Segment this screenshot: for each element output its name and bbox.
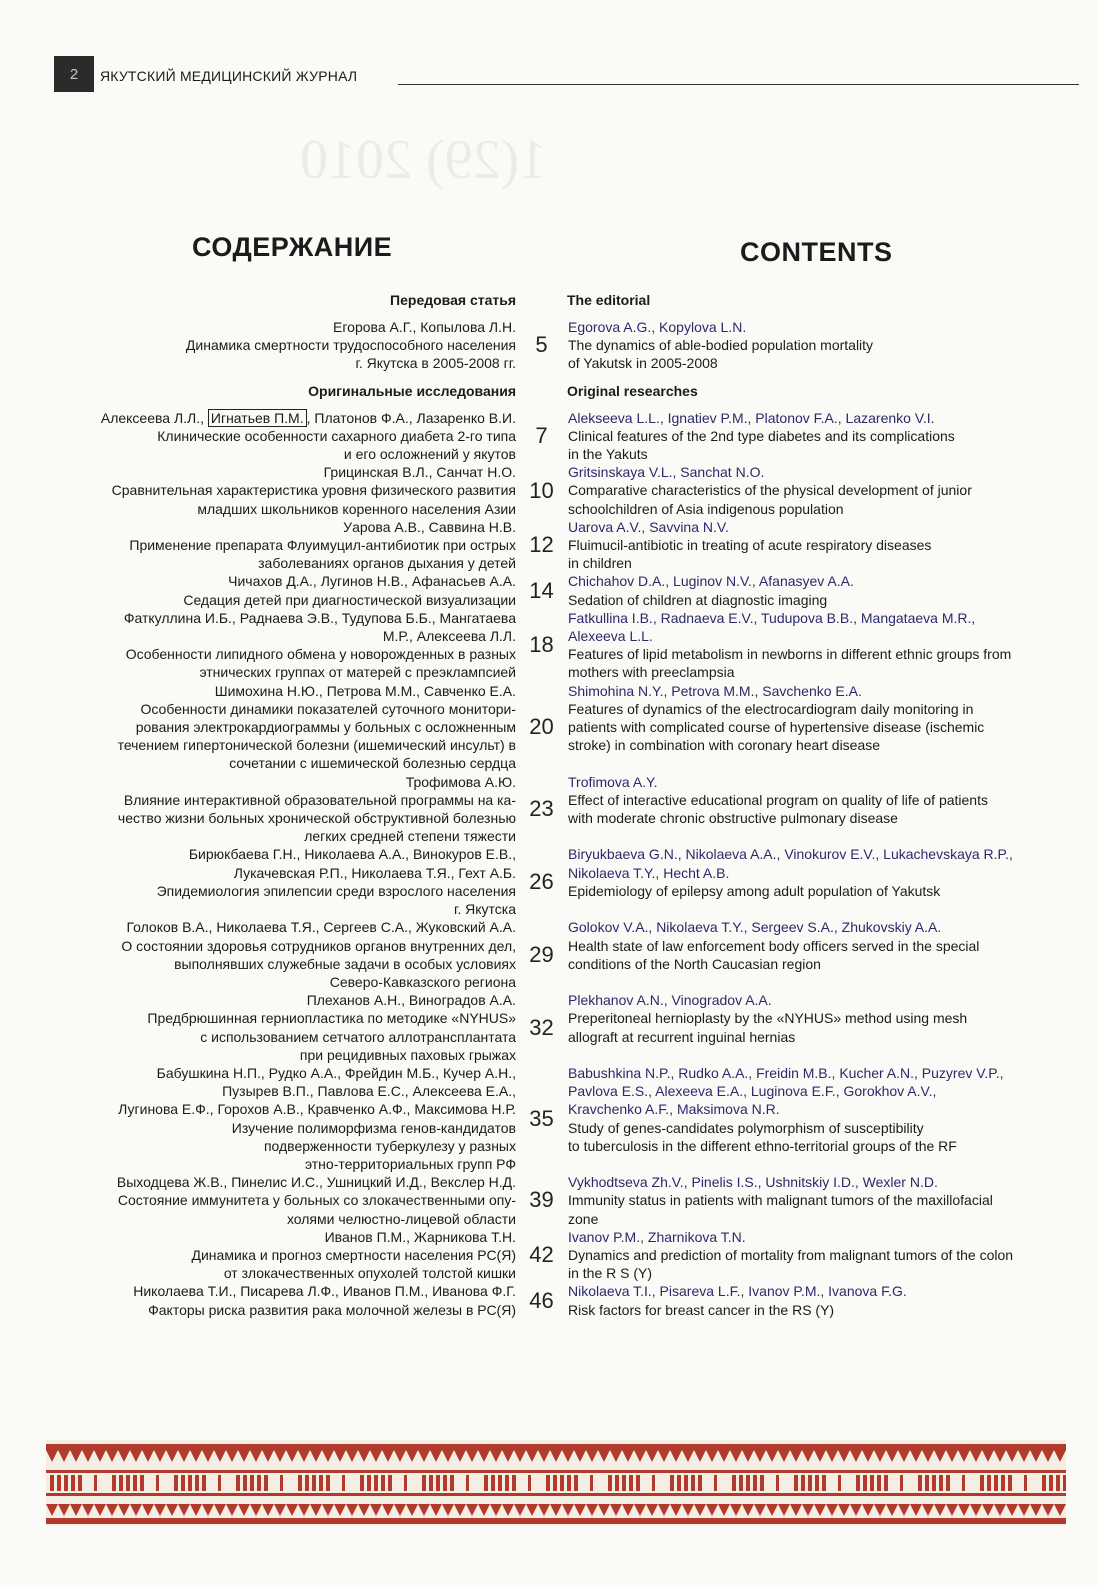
entry-title-ru-line: легких средней степени тяжести <box>304 828 516 845</box>
entry-ru <box>50 572 516 608</box>
entry-title-ru-line: от злокачественных опухолей толстой кишки <box>223 1265 516 1282</box>
entry-page-number: 5 <box>535 332 548 358</box>
entry-ru <box>50 991 516 1064</box>
entry-title-ru-line: Факторы риска развития рака молочной железы в РС(Я) <box>148 1301 516 1318</box>
entry-title-en-line: Features of lipid metabolism in newborns in different ethnic groups from <box>568 646 1012 663</box>
entry-page-number: 23 <box>529 796 554 822</box>
entry-authors-ru: Голоков В.А., Николаева Т.Я., Сергеев С.А., Жуковский А.А. <box>126 919 516 936</box>
toc-entry[interactable] <box>50 918 1080 991</box>
entry-title-ru-line: с использованием сетчатого аллотрансплантата <box>200 1028 516 1045</box>
entry-title-en-line <box>568 1046 1080 1064</box>
entry-authors-ru: Шимохина Н.Ю., Петрова М.М., Савченко Е.А. <box>214 682 516 699</box>
entry-page-number: 26 <box>529 868 554 894</box>
entry-en <box>567 918 1080 991</box>
entry-title-en-line: Risk factors for breast cancer in the RS (Y) <box>568 1301 835 1318</box>
entry-ru <box>50 773 516 846</box>
entry-authors-ru: Уарова А.В., Саввина Н.В. <box>343 518 516 535</box>
entry-en <box>567 991 1080 1064</box>
page-number: 2 <box>54 56 94 92</box>
entry-title-en-line <box>568 973 1080 991</box>
entry-page-number: 46 <box>529 1287 554 1313</box>
section-heading <box>50 373 1080 409</box>
entry-title-en-line: Effect of interactive educational program on quality of life of patients <box>568 791 988 808</box>
entry-title-en-line: with moderate chronic obstructive pulmonary disease <box>568 810 898 827</box>
entry-title-ru-line: Особенности динамики показателей суточного монитори- <box>140 700 516 717</box>
entry-page-number: 35 <box>529 1105 554 1131</box>
entry-title-ru-line: рования электрокардиограммы у больных с осложненным <box>135 719 516 736</box>
entry-authors-en: Nikolaeva T.I., Pisareva L.F., Ivanov P.M., Ivanova F.G. <box>568 1283 907 1300</box>
toc-entry[interactable] <box>50 845 1080 918</box>
entry-en <box>567 1228 1080 1283</box>
entry-authors-en: Chichahov D.A., Luginov N.V., Afanasyev A.A. <box>568 573 854 590</box>
entry-authors-en: Vykhodtseva Zh.V., Pinelis I.S., Ushnitskiy I.D., Wexler N.D. <box>568 1174 938 1191</box>
header-rule <box>398 84 1079 85</box>
entry-title-en-line: conditions of the North Caucasian region <box>568 955 821 972</box>
decorative-ornament-border <box>46 1440 1066 1526</box>
entry-en <box>567 773 1080 846</box>
entry-title-ru-line: Пузырев В.П., Павлова Е.С., Алексеева Е.А., <box>222 1083 516 1100</box>
toc-entry[interactable] <box>50 991 1080 1064</box>
table-of-contents <box>50 282 1080 1319</box>
entry-authors-ru: Грицинская В.Л., Санчат Н.О. <box>323 464 516 481</box>
section-heading <box>50 282 1080 318</box>
entry-ru <box>50 463 516 518</box>
toc-entry[interactable] <box>50 1282 1080 1318</box>
entry-authors-ru: Чичахов Д.А., Лугинов Н.В., Афанасьев А.А. <box>228 573 516 590</box>
entry-title-en-line: allograft at recurrent inguinal hernias <box>568 1028 796 1045</box>
entry-title-ru-line: холями челюстно-лицевой области <box>286 1210 516 1227</box>
entry-en <box>567 682 1080 773</box>
toc-entry[interactable] <box>50 518 1080 573</box>
entry-title-en-line: Immunity status in patients with malignant tumors of the maxillofacial <box>568 1192 993 1209</box>
entry-title-en-line: schoolchildren of Asia indigenous population <box>568 500 844 517</box>
entry-title-ru-line: этнических группах от матерей с преэклампсией <box>199 664 516 681</box>
entry-ru <box>50 1173 516 1228</box>
entry-title-en-line <box>568 1155 1080 1173</box>
entry-authors-en: Golokov V.A., Nikolaeva T.Y., Sergeev S.A., Zhukovskiy A.A. <box>568 919 942 936</box>
page-header <box>54 46 1079 92</box>
entry-authors-ru: Фаткуллина И.Б., Раднаева Э.В., Тудупова Б.Б., Мангатаева <box>123 609 516 626</box>
entry-page-number: 20 <box>529 714 554 740</box>
entry-authors-ru: Иванов П.М., Жарникова Т.Н. <box>324 1228 516 1245</box>
entry-ru <box>50 1064 516 1173</box>
entry-title-ru-line: Лукачевская Р.П., Николаева Т.Я., Гехт А.Б. <box>233 864 516 881</box>
entry-en <box>567 845 1080 918</box>
entry-title-en-line: Dynamics and prediction of mortality from malignant tumors of the colon <box>568 1246 1014 1263</box>
entry-en <box>567 1173 1080 1228</box>
toc-entry[interactable] <box>50 609 1080 682</box>
entry-en <box>567 1282 1080 1318</box>
entry-title-ru-line: этно-территориальных групп РФ <box>304 1155 516 1172</box>
entry-ru <box>50 609 516 682</box>
entry-title-ru-line: Применение препарата Флуимуцил-антибиотик при острых <box>129 537 516 554</box>
section-heading-ru: Передовая статья <box>390 292 516 308</box>
contents-title-ru: СОДЕРЖАНИЕ <box>192 232 393 262</box>
entry-ru <box>50 1228 516 1283</box>
entry-title-en-line <box>568 754 1080 772</box>
toc-entry[interactable] <box>50 463 1080 518</box>
entry-authors-en: Biryukbaeva G.N., Nikolaeva A.A., Vinokurov E.V., Lukachevskaya R.P., <box>568 846 1013 863</box>
entry-ru <box>50 409 516 464</box>
entry-authors-ru: Алексеева Л.Л., Игнатьев П.М. , Платонов Ф.А., Лазаренко В.И. <box>100 409 516 426</box>
entry-en <box>567 609 1080 682</box>
entry-title-ru-line: Динамика смертности трудоспособного населения <box>185 337 516 354</box>
entry-authors-en: Trofimova A.Y. <box>568 773 658 790</box>
entry-authors-en: Alekseeva L.L., Ignatiev P.M., Platonov F.A., Lazarenko V.I. <box>568 409 935 426</box>
entry-title-en-line: Features of dynamics of the electrocardiogram daily monitoring in <box>568 700 974 717</box>
entry-authors-en: Plekhanov A.N., Vinogradov A.A. <box>568 992 772 1009</box>
entry-title-en-line: Alexeeva L.L. <box>568 628 653 645</box>
entry-title-en-line: in the Yakuts <box>568 446 648 463</box>
entry-title-en-line: mothers with preeclampsia <box>568 664 735 681</box>
section-heading-en: The editorial <box>567 292 651 308</box>
entry-title-en-line: Fluimucil-antibiotic in treating of acute respiratory diseases <box>568 537 932 554</box>
entry-title-ru-line: течением гипертонической болезни (ишемический инсульт) в <box>117 737 516 754</box>
highlighted-author: Игнатьев П.М. <box>208 409 307 427</box>
entry-title-en-line: Pavlova E.S., Alexeeva E.A., Luginova E.F., Gorokhov A.V., <box>568 1083 937 1100</box>
entry-title-ru-line: Изучение полиморфизма генов-кандидатов <box>231 1119 516 1136</box>
entry-page-number: 12 <box>529 532 554 558</box>
entry-ru <box>50 1282 516 1318</box>
entry-authors-ru: Трофимова А.Ю. <box>405 773 516 790</box>
entry-title-en-line: The dynamics of able-bodied population mortality <box>568 337 874 354</box>
entry-title-en-line: patients with complicated course of hypertensive disease (ischemic <box>568 719 985 736</box>
entry-title-ru-line: Северо-Кавказского региона <box>329 973 516 990</box>
entry-ru <box>50 318 516 373</box>
toc-entry[interactable] <box>50 409 1080 464</box>
entry-title-en-line: zone <box>568 1210 599 1227</box>
entry-title-ru-line: Состояние иммунитета у больных со злокачественными опу- <box>117 1192 516 1209</box>
entry-page-number: 10 <box>529 477 554 503</box>
entry-page-number: 42 <box>529 1242 554 1268</box>
entry-title-en-line: in children <box>568 555 632 572</box>
contents-title-en: CONTENTS <box>740 237 893 267</box>
entry-authors-en: Fatkullina I.B., Radnaeva E.V., Tudupova B.B., Mangataeva M.R., <box>568 609 976 626</box>
entry-title-ru-line: подверженности туберкулезу у разных <box>263 1137 516 1154</box>
entry-title-ru-line: г. Якутска в 2005-2008 гг. <box>355 355 516 372</box>
entry-en <box>567 463 1080 518</box>
entry-title-en-line: Nikolaeva T.Y., Hecht A.B. <box>568 864 730 881</box>
entry-title-ru-line: г. Якутска <box>453 901 516 918</box>
entry-title-en-line: Epidemiology of epilepsy among adult population of Yakutsk <box>568 882 941 899</box>
entry-authors-ru: Егорова А.Г., Копылова Л.Н. <box>333 319 516 335</box>
entry-authors-en: Shimohina N.Y., Petrova M.M., Savchenko E.A. <box>568 682 862 699</box>
entry-title-en-line: stroke) in combination with coronary heart disease <box>568 737 881 754</box>
entry-en <box>567 518 1080 573</box>
entry-ru <box>50 918 516 991</box>
entry-title-ru-line: Особенности липидного обмена у новорожденных в разных <box>125 646 516 663</box>
entry-title-ru-line: при рецидивных паховых грыжах <box>299 1046 516 1063</box>
entry-page-number: 39 <box>529 1187 554 1213</box>
entry-title-en-line: to tuberculosis in the different ethno-territorial groups of the RF <box>568 1137 957 1154</box>
toc-entry[interactable] <box>50 773 1080 846</box>
entry-ru <box>50 845 516 918</box>
entry-ru <box>50 518 516 573</box>
entry-authors-en: Ivanov P.M., Zharnikova T.N. <box>568 1228 746 1245</box>
entry-title-ru-line: Влияние интерактивной образовательной программы на ка- <box>123 791 516 808</box>
entry-title-ru-line: сочетании с ишемической болезнью сердца <box>229 755 516 772</box>
entry-title-ru-line: младших школьников коренного населения Азии <box>197 500 516 517</box>
toc-entry[interactable] <box>50 1064 1080 1173</box>
entry-authors-en: Egorova A.G., Kopylova L.N. <box>568 319 747 335</box>
entry-title-ru-line: Динамика и прогноз смертности населения РС(Я) <box>191 1246 516 1263</box>
toc-entry[interactable] <box>50 682 1080 773</box>
entry-title-en-line: in the R S (Y) <box>568 1265 653 1282</box>
entry-title-ru-line: О состоянии здоровья сотрудников органов внутренних дел, <box>121 937 516 954</box>
entry-en <box>567 318 1080 373</box>
entry-authors-ru: Бирюкбаева Г.Н., Николаева А.А., Винокуров Е.В., <box>188 846 516 863</box>
entry-title-en-line: Comparative characteristics of the physical development of junior <box>568 482 972 499</box>
toc-entry[interactable] <box>50 1173 1080 1228</box>
section-heading-ru: Оригинальные исследования <box>308 382 516 399</box>
toc-entry[interactable] <box>50 572 1080 608</box>
entry-authors-ru: Николаева Т.И., Писарева Л.Ф., Иванов П.М., Иванова Ф.Г. <box>133 1283 516 1300</box>
entry-title-en-line: of Yakutsk in 2005-2008 <box>568 355 718 372</box>
entry-title-ru-line: Клинические особенности сахарного диабета 2-го типа <box>157 427 516 444</box>
entry-title-ru-line: М.Р., Алексеева Л.Л. <box>382 628 516 645</box>
entry-page-number: 18 <box>529 632 554 658</box>
entry-authors-ru: Плеханов А.Н., Виноградов А.А. <box>306 992 516 1009</box>
entry-title-en-line: Health state of law enforcement body officers served in the special <box>568 937 980 954</box>
toc-entry[interactable] <box>50 1228 1080 1283</box>
entry-title-ru-line: Седация детей при диагностической визуализации <box>183 591 516 608</box>
entry-title-ru-line: заболеваниях органов дыхания у детей <box>258 555 516 572</box>
entry-authors-ru: Бабушкина Н.П., Рудко А.А., Фрейдин М.Б., Кучер А.Н., <box>156 1064 516 1081</box>
entry-en <box>567 409 1080 464</box>
entry-title-en-line: Study of genes-candidates polymorphism of susceptibility <box>568 1119 924 1136</box>
entry-page-number: 7 <box>535 422 548 448</box>
entry-title-en-line <box>568 900 1080 918</box>
entry-title-en-line: Preperitoneal hernioplasty by the «NYHUS» method using mesh <box>568 1010 968 1027</box>
section-heading-en: Original researches <box>567 382 698 399</box>
entry-page-number: 32 <box>529 1014 554 1040</box>
entry-title-ru-line: Эпидемиология эпилепсии среди взрослого населения <box>156 882 516 899</box>
entry-en <box>567 1064 1080 1173</box>
journal-title: ЯКУТСКИЙ МЕДИЦИНСКИЙ ЖУРНАЛ <box>100 68 358 84</box>
entry-en <box>567 572 1080 608</box>
entry-title-en-line <box>568 827 1080 845</box>
entry-title-ru-line: чество жизни больных хронической обструктивной болезнью <box>117 810 516 827</box>
toc-entry[interactable] <box>50 318 1080 373</box>
entry-title-ru-line: выполнявших служебные задачи в особых условиях <box>174 955 516 972</box>
entry-authors-en: Gritsinskaya V.L., Sanchat N.O. <box>568 464 765 481</box>
entry-page-number: 14 <box>529 577 554 603</box>
entry-authors-en: Uarova A.V., Savvina N.V. <box>568 518 729 535</box>
entry-page-number: 29 <box>529 941 554 967</box>
entry-title-ru-line: Сравнительная характеристика уровня физического развития <box>111 482 516 499</box>
entry-title-en-line: Clinical features of the 2nd type diabetes and its complications <box>568 427 955 444</box>
entry-title-en-line: Sedation of children at diagnostic imaging <box>568 591 828 608</box>
entry-title-ru-line: Лугинова Е.Ф., Горохов А.В., Кравченко А.Ф., Максимова Н.Р. <box>118 1101 516 1118</box>
entry-title-ru-line: Предбрюшинная герниопластика по методике «NYHUS» <box>147 1010 516 1027</box>
entry-authors-ru: Выходцева Ж.В., Пинелис И.С., Ушницкий И.Д., Векслер Н.Д. <box>116 1174 516 1191</box>
show-through-decoration: 1(29) 2010 <box>300 129 548 191</box>
entry-title-en-line: Kravchenko A.F., Maksimova N.R. <box>568 1101 780 1118</box>
entry-authors-en: Babushkina N.P., Rudko A.A., Freidin M.B., Kucher A.N., Puzyrev V.P., <box>568 1064 1004 1081</box>
entry-ru <box>50 682 516 773</box>
entry-title-ru-line: и его осложнений у якутов <box>343 446 516 463</box>
